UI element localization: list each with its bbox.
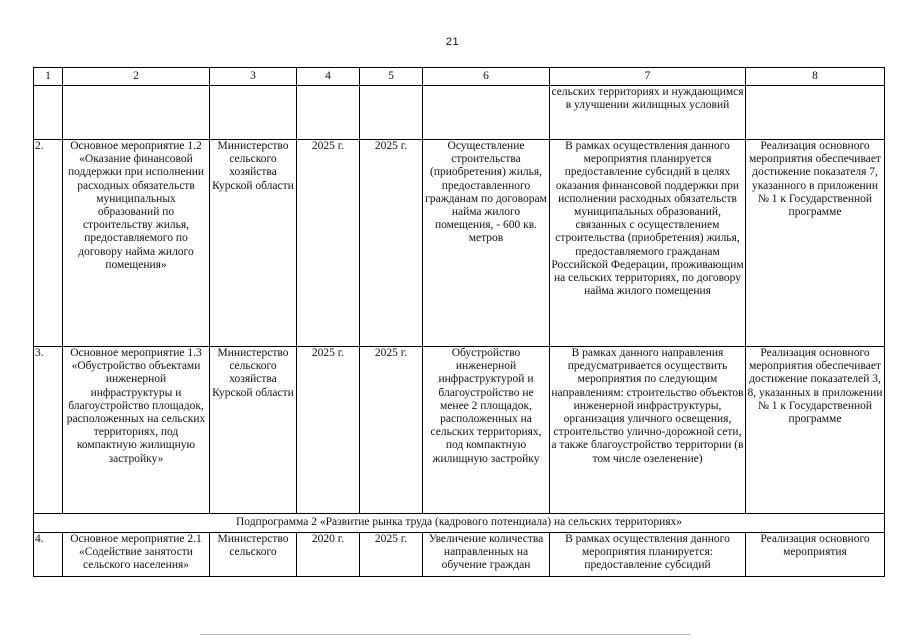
header-cell: 7 — [550, 68, 746, 86]
cell-result: Осуществление строительства (приобретения) жилья, предоставленного гражданам по договорам найма жилого помещения, - 600 кв. метров — [423, 140, 550, 347]
header-cell: 4 — [297, 68, 360, 86]
cell-end: 2025 г. — [360, 140, 423, 347]
cell-end: 2025 г. — [360, 347, 423, 514]
cell-num — [34, 86, 63, 140]
cell-result: Обустройство инженерной инфраструктурой и благоустройство не менее 2 площадок, расположенных на сельских территориях, под компактную жилищную застройку — [423, 347, 550, 514]
cell-end: 2025 г. — [360, 533, 423, 577]
cell-event: Основное мероприятие 1.3 «Обустройство объектами инженерной инфраструктуры и благоустройство площадок, расположенных на сельских территориях, под компактную жилищную застройку» — [63, 347, 210, 514]
header-cell: 5 — [360, 68, 423, 86]
page-number: 21 — [445, 36, 460, 48]
program-table — [33, 67, 885, 577]
cell-executor: Министерство сельского хозяйства Курской области — [210, 140, 297, 347]
header-cell: 1 — [34, 68, 63, 86]
cell-num: 4. — [34, 533, 63, 577]
cell-event: Основное мероприятие 1.2 «Оказание финансовой поддержки при исполнении расходных обязательств муниципальных образований по строительству жилья, предоставляемого по договору найма жилого помещения» — [63, 140, 210, 347]
cell-start: 2020 г. — [297, 533, 360, 577]
cell-description: сельских территориях и нуждающимся в улучшении жилищных условий — [550, 86, 746, 140]
cell-start: 2025 г. — [297, 140, 360, 347]
cell-end — [360, 86, 423, 140]
header-cell: 2 — [63, 68, 210, 86]
cell-result — [423, 86, 550, 140]
table-row — [34, 140, 885, 347]
cell-description: В рамках осуществления данного мероприятия планируется: предоставление субсидий — [550, 533, 746, 577]
header-cell: 3 — [210, 68, 297, 86]
subprogram-row — [34, 514, 885, 533]
table-row — [34, 533, 885, 577]
table-row — [34, 347, 885, 514]
cell-start — [297, 86, 360, 140]
cell-executor: Министерство сельского — [210, 533, 297, 577]
table-row — [34, 86, 885, 140]
cell-description: В рамках осуществления данного мероприятия планируется предоставление субсидий в целях оказания финансовой поддержки при исполнении расходных обязательств муниципальных образований, связанных с осуществлением строительства (приобретения) жилья, предоставляемого гражданам Российской Федерации, проживающим на сельских территориях, по договору найма жилого помещения — [550, 140, 746, 347]
header-cell: 6 — [423, 68, 550, 86]
scan-edge-line — [200, 634, 690, 635]
cell-link — [746, 86, 885, 140]
cell-start: 2025 г. — [297, 347, 360, 514]
cell-executor: Министерство сельского хозяйства Курской области — [210, 347, 297, 514]
subprogram-title: Подпрограмма 2 «Развитие рынка труда (кадрового потенциала) на сельских территориях» — [34, 514, 885, 533]
cell-event — [63, 86, 210, 140]
cell-num: 3. — [34, 347, 63, 514]
cell-event: Основное мероприятие 2.1 «Содействие занятости сельского населения» — [63, 533, 210, 577]
cell-link: Реализация основного мероприятия обеспечивает достижение показателя 7, указанного в приложении № 1 к Государственной программе — [746, 140, 885, 347]
cell-description: В рамках данного направления предусматривается осуществить мероприятия по следующим направлениям: строительство объектов инженерной инфраструктуры, организация уличного освещения, строительство улично-дорожной сети, а также благоустройство территории (в том числе озеленение) — [550, 347, 746, 514]
cell-executor — [210, 86, 297, 140]
header-cell: 8 — [746, 68, 885, 86]
cell-result: Увеличение количества направленных на обучение граждан — [423, 533, 550, 577]
cell-link: Реализация основного мероприятия — [746, 533, 885, 577]
cell-num: 2. — [34, 140, 63, 347]
cell-link: Реализация основного мероприятия обеспечивает достижение показателей 3, 8, указанных в приложении № 1 к Государственной программе — [746, 347, 885, 514]
header-row — [34, 68, 885, 86]
